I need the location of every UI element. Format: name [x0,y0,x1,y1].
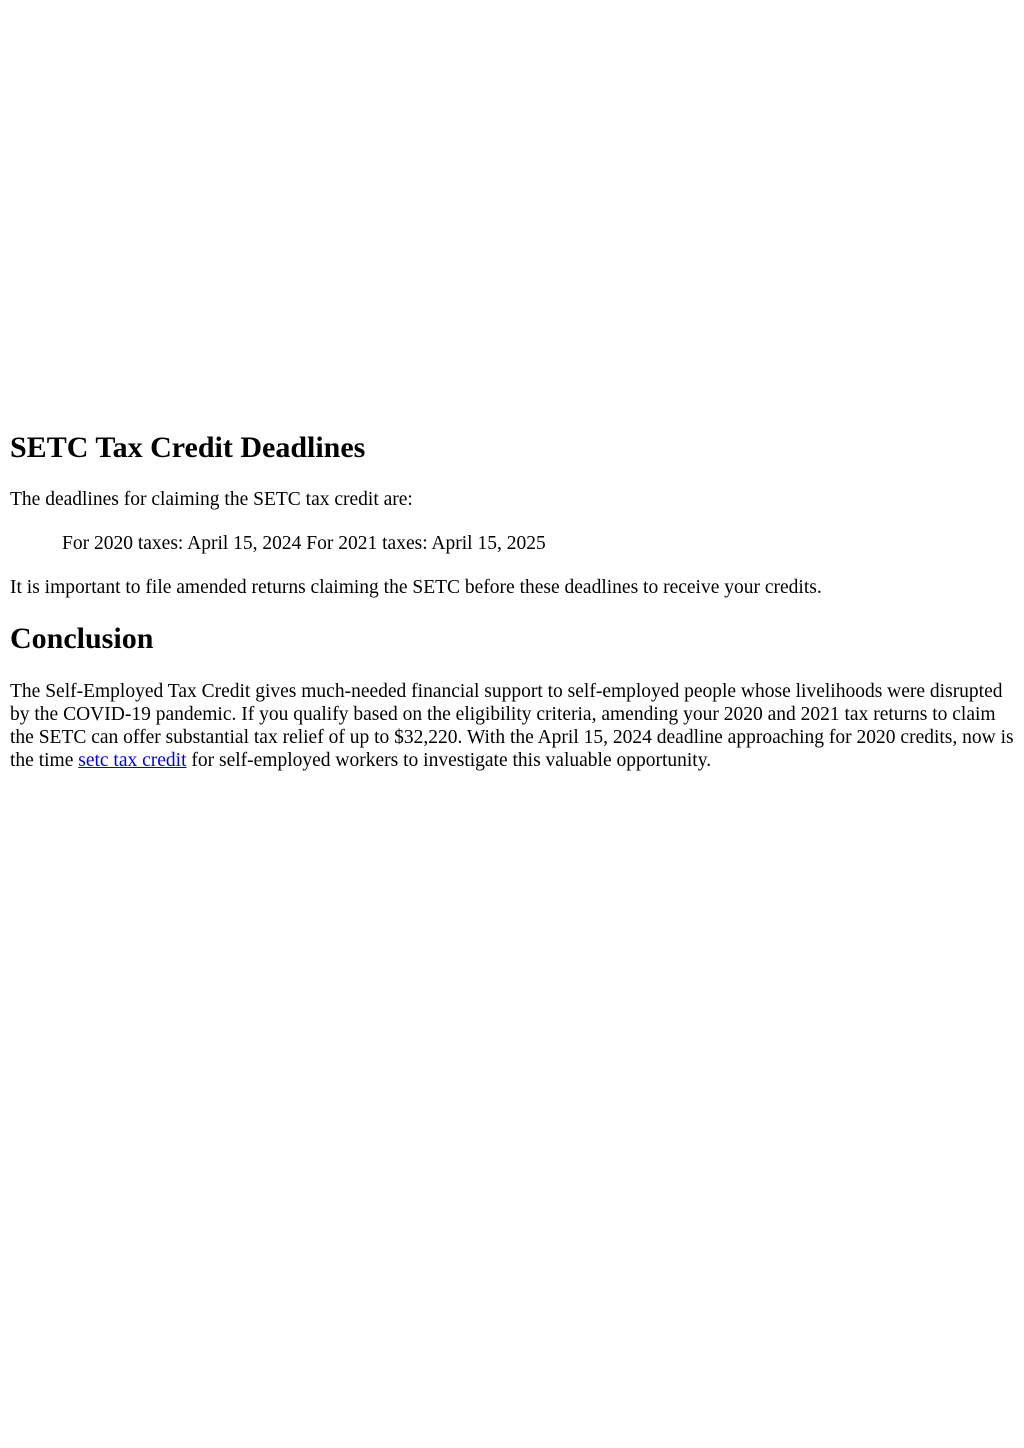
conclusion-text-before-link: The Self-Employed Tax Credit gives much-needed financial support to self-employed people whose livelihoods were disrupted by the COVID-19 pandemic. If you qualify based on the eligibility criteria, amending your 2020 and 2021 tax returns to claim the SETC can offer substantial tax relief of up to $32,220. With the April 15, 2024 deadline approaching for 2020 credits, now is the time [10,681,1014,771]
article-content [10,428,1014,772]
setc-tax-credit-link[interactable]: setc tax credit [78,750,187,771]
conclusion-text-after-link: for self-employed workers to investigate this valuable opportunity. [186,750,712,771]
deadlines-intro-paragraph: The deadlines for claiming the SETC tax credit are: [10,489,413,510]
deadlines-blockquote: For 2020 taxes: April 15, 2024 For 2021 taxes: April 15, 2025 [62,533,546,554]
conclusion-paragraph [10,680,1014,772]
conclusion-heading: Conclusion [10,622,154,655]
deadlines-heading: SETC Tax Credit Deadlines [10,431,366,464]
deadlines-note-paragraph: It is important to file amended returns claiming the SETC before these deadlines to receive your credits. [10,577,822,598]
